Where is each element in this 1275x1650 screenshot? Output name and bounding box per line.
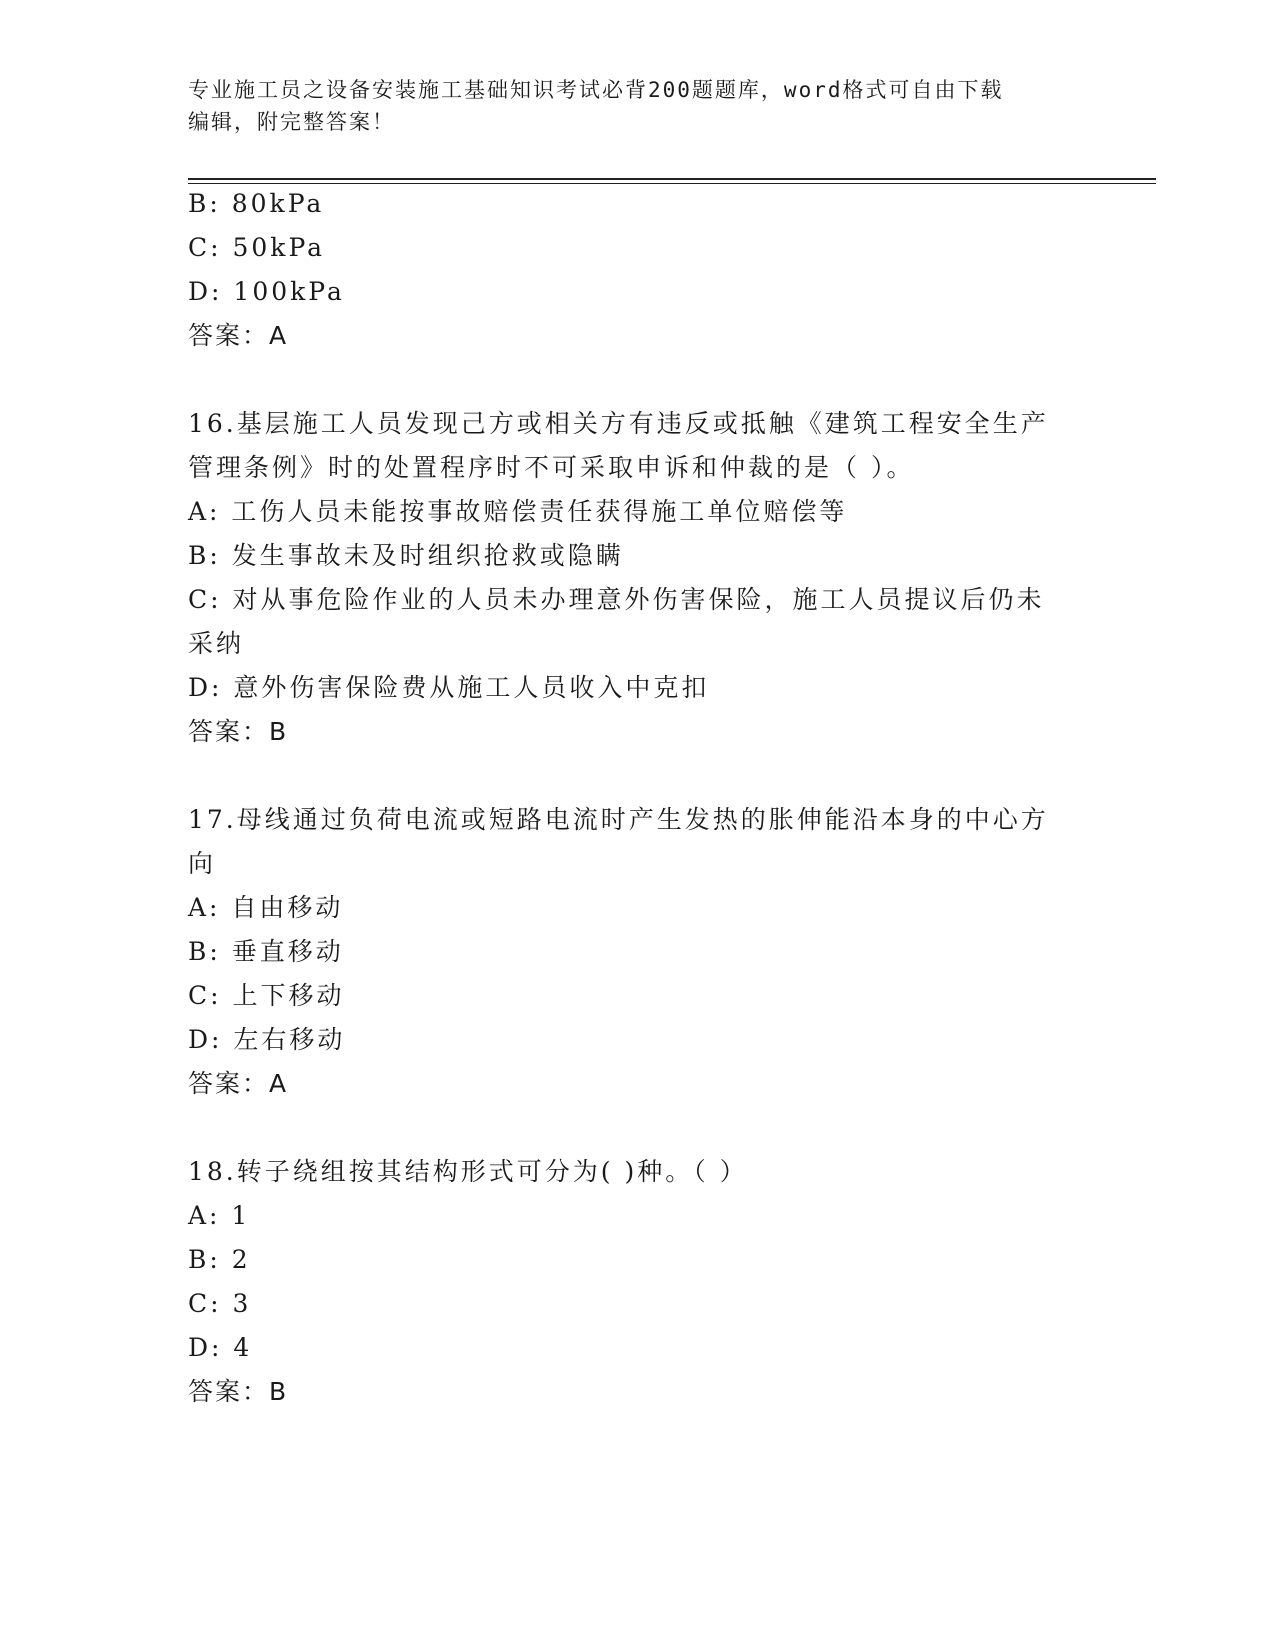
q16-option-c-line-1: C: 对从事危险作业的人员未办理意外伤害保险，施工人员提议后仍未: [188, 585, 1045, 614]
q18-stem: 18.转子绕组按其结构形式可分为( )种。（ ）: [188, 1157, 748, 1186]
q15-option-c: C: 50kPa: [188, 233, 326, 262]
q15-answer: 答案：A: [188, 321, 289, 350]
q18-answer: 答案：B: [188, 1377, 289, 1406]
header-title-line-1: 专业施工员之设备安装施工基础知识考试必背200题题库，word格式可自由下载: [188, 78, 1004, 102]
q15-option-d: D: 100kPa: [188, 277, 345, 306]
q16-option-c-line-2: 采纳: [188, 629, 245, 658]
q18-option-c: C: 3: [188, 1289, 252, 1318]
q18-option-a: A: 1: [188, 1201, 251, 1230]
q17-option-a: A: 自由移动: [188, 893, 344, 922]
header-title-line-2: 编辑，附完整答案！: [188, 110, 395, 134]
header-divider-thin: [188, 183, 1156, 184]
header-divider-thick: [188, 178, 1156, 180]
q16-option-b: B: 发生事故未及时组织抢救或隐瞒: [188, 541, 624, 570]
q16-option-d: D: 意外伤害保险费从施工人员收入中克扣: [188, 673, 710, 702]
q16-option-a: A: 工伤人员未能按事故赔偿责任获得施工单位赔偿等: [188, 497, 848, 526]
q18-option-d: D: 4: [188, 1333, 253, 1362]
document-header: [188, 74, 1088, 138]
q17-option-c: C: 上下移动: [188, 981, 345, 1010]
q18-option-b: B: 2: [188, 1245, 251, 1274]
q17-stem-line-2: 向: [188, 849, 217, 878]
q16-stem-line-2: 管理条例》时的处置程序时不可采取申诉和仲裁的是（ ）。: [188, 453, 915, 482]
q16-stem-line-1: 16.基层施工人员发现己方或相关方有违反或抵触《建筑工程安全生产: [188, 409, 1049, 438]
q17-stem-line-1: 17.母线通过负荷电流或短路电流时产生发热的胀伸能沿本身的中心方: [188, 805, 1049, 834]
q16-answer: 答案：B: [188, 717, 289, 746]
q17-option-d: D: 左右移动: [188, 1025, 346, 1054]
q17-answer: 答案：A: [188, 1069, 289, 1098]
q15-option-b: B: 80kPa: [188, 189, 325, 218]
q17-option-b: B: 垂直移动: [188, 937, 344, 966]
